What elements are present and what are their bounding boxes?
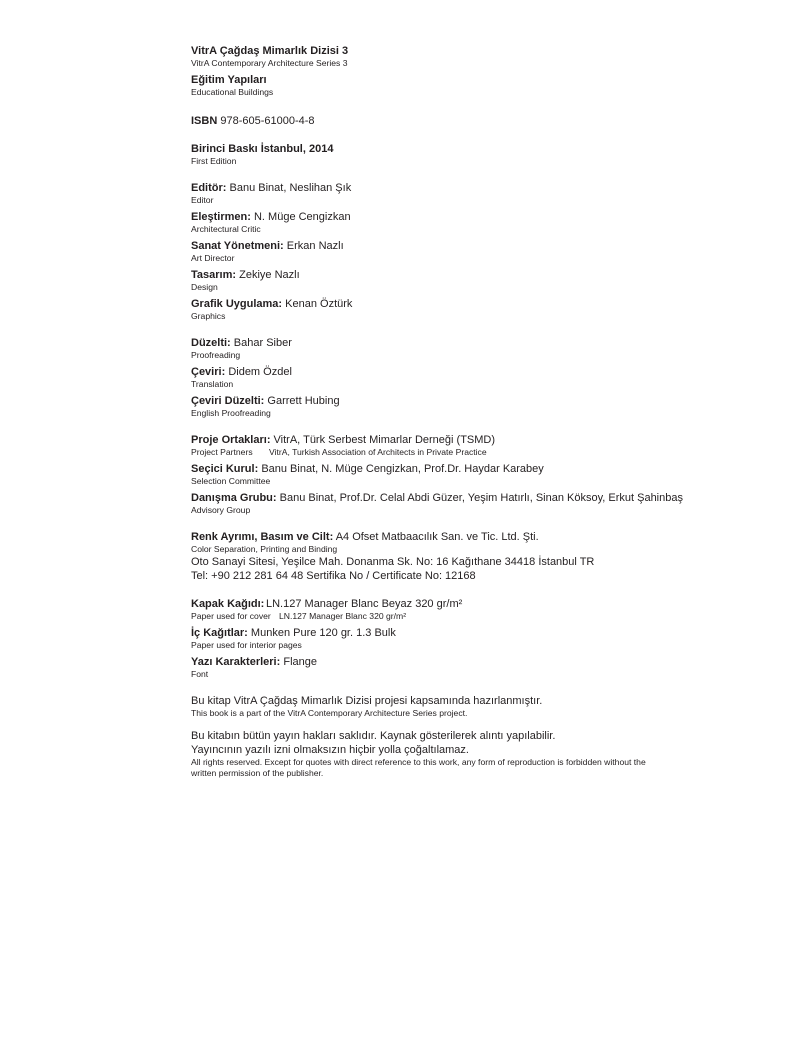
printing-label: Renk Ayrımı, Basım ve Cilt: <box>191 531 334 543</box>
isbn-label: ISBN <box>191 115 218 127</box>
font-info <box>191 655 671 680</box>
project-partners <box>191 433 671 458</box>
font-en: Font <box>191 669 209 679</box>
credit-en: Translation <box>191 379 234 389</box>
credit-label: Sanat Yönetmeni: <box>191 240 284 252</box>
credit-label: Çeviri Düzelti: <box>191 395 265 407</box>
credit-english-proofreading <box>191 394 671 419</box>
credit-en: Architectural Critic <box>191 224 261 234</box>
credit-value: Zekiye Nazlı <box>239 269 300 281</box>
series-title-en: VitrA Contemporary Architecture Series 3 <box>191 58 348 68</box>
partners-label: Proje Ortakları: <box>191 434 271 446</box>
partners-value: VitrA, Türk Serbest Mimarlar Derneği (TSMD) <box>273 434 496 446</box>
credit-advisory-group <box>191 491 683 516</box>
rights-note-2: Yayıncının yazılı izni olmaksızın hiçbir yolla çoğaltılamaz. <box>191 744 469 756</box>
series-subject: Eğitim Yapıları <box>191 74 267 86</box>
paper-interior <box>191 626 671 651</box>
interior-label: İç Kağıtlar: <box>191 627 248 639</box>
credit-en: Proofreading <box>191 350 241 360</box>
credit-label: Editör: <box>191 182 227 194</box>
credit-value: Banu Binat, Neslihan Şık <box>229 182 352 194</box>
credit-value: Didem Özdel <box>228 366 292 378</box>
partners-en-value: VitrA, Turkish Association of Architects in Private Practice <box>269 447 487 457</box>
colophon <box>191 44 683 779</box>
partners-en-label: Project Partners <box>191 447 253 457</box>
cover-en-value: LN.127 Manager Blanc 320 gr/m² <box>279 611 407 621</box>
printing-phone: Tel: +90 212 281 64 48 Sertifika No / Certificate No: 12168 <box>191 570 476 582</box>
paper-cover <box>191 597 671 622</box>
credit-en: Art Director <box>191 253 235 263</box>
credit-value: Garrett Hubing <box>267 395 340 407</box>
credit-label: Danışma Grubu: <box>191 492 277 504</box>
rights-note-1: Bu kitabın bütün yayın hakları saklıdır. Kaynak gösterilerek alıntı yapılabilir. <box>191 730 556 742</box>
credit-value: Bahar Siber <box>233 337 292 349</box>
credit-label: Seçici Kurul: <box>191 463 259 475</box>
font-value: Flange <box>283 656 317 668</box>
credit-label: Grafik Uygulama: <box>191 298 283 310</box>
credit-proofreading <box>191 336 671 361</box>
cover-value: LN.127 Manager Blanc Beyaz 320 gr/m² <box>266 598 463 610</box>
credit-en: Graphics <box>191 311 226 321</box>
credit-value: Banu Binat, Prof.Dr. Celal Abdi Güzer, Yeşim Hatırlı, Sinan Köksoy, Erkut Şahinbaş <box>279 492 683 504</box>
isbn <box>191 114 671 128</box>
series-title: VitrA Çağdaş Mimarlık Dizisi 3 <box>191 45 349 57</box>
credit-en: Design <box>191 282 218 292</box>
series-subject-en: Educational Buildings <box>191 87 274 97</box>
credit-label: Eleştirmen: <box>191 211 251 223</box>
interior-value: Munken Pure 120 gr. 1.3 Bulk <box>250 627 396 639</box>
credit-value: N. Müge Cengizkan <box>253 211 351 223</box>
credit-en: Advisory Group <box>191 505 251 515</box>
isbn-value: 978-605-61000-4-8 <box>220 115 315 127</box>
credit-critic <box>191 210 671 235</box>
project-note: Bu kitap VitrA Çağdaş Mimarlık Dizisi projesi kapsamında hazırlanmıştır. <box>191 695 543 707</box>
interior-en: Paper used for interior pages <box>191 640 302 650</box>
credit-design <box>191 268 671 293</box>
printing <box>191 530 671 583</box>
credit-value: Erkan Nazlı <box>286 240 344 252</box>
credit-art-director <box>191 239 671 264</box>
project-note-en: This book is a part of the VitrA Contemporary Architecture Series project. <box>191 708 468 718</box>
font-label: Yazı Karakterleri: <box>191 656 281 668</box>
credit-label: Tasarım: <box>191 269 237 281</box>
credit-selection-committee <box>191 462 671 487</box>
credit-editor <box>191 181 671 206</box>
credit-label: Düzelti: <box>191 337 231 349</box>
edition-en: First Edition <box>191 156 237 166</box>
credit-en: Editor <box>191 195 214 205</box>
printing-address: Oto Sanayi Sitesi, Yeşilce Mah. Donanma Sk. No: 16 Kağıthane 34418 İstanbul TR <box>191 556 595 568</box>
credit-value: Banu Binat, N. Müge Cengizkan, Prof.Dr. Haydar Karabey <box>261 463 544 475</box>
credit-label: Çeviri: <box>191 366 226 378</box>
cover-en-label: Paper used for cover <box>191 611 271 621</box>
credit-en: English Proofreading <box>191 408 271 418</box>
rights-note-en: All rights reserved. Except for quotes with direct reference to this work, any form of reproduction is forbidden without the written permission of the publisher. <box>191 757 646 778</box>
credit-translation <box>191 365 671 390</box>
edition: Birinci Baskı İstanbul, 2014 <box>191 143 334 155</box>
printing-value: A4 Ofset Matbaacılık San. ve Tic. Ltd. Şti. <box>335 531 539 543</box>
printing-en: Color Separation, Printing and Binding <box>191 544 338 554</box>
credit-value: Kenan Öztürk <box>285 298 353 310</box>
credit-en: Selection Committee <box>191 476 271 486</box>
cover-label: Kapak Kağıdı: <box>191 598 265 610</box>
credit-graphics <box>191 297 671 322</box>
